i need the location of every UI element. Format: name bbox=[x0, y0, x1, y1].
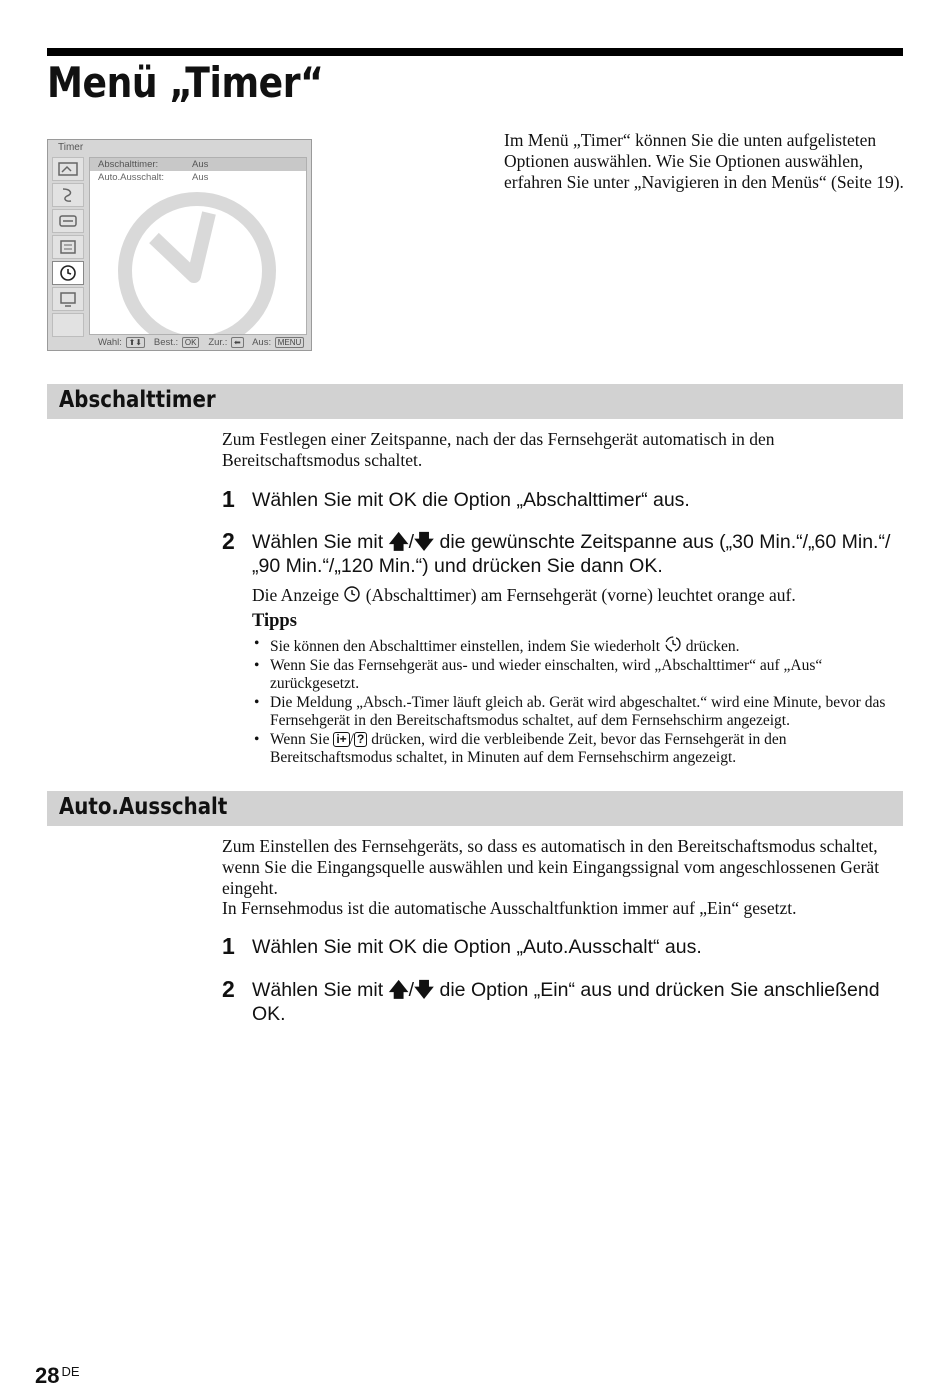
picture-icon bbox=[52, 157, 84, 181]
features-icon bbox=[52, 209, 84, 233]
help-key-icon: ? bbox=[354, 732, 367, 747]
timer-indicator-icon bbox=[343, 585, 361, 603]
step-number: 1 bbox=[222, 933, 235, 959]
down-arrow-icon: 🡇 bbox=[414, 979, 435, 1001]
menu-screenshot bbox=[47, 139, 312, 351]
menu-panel bbox=[89, 157, 307, 335]
auto-off-description: Zum Einstellen des Fernsehgeräts, so dass es automatisch in den Bereitschaftsmodus schaltet, wenn Sie die Eingangsquelle auswählen und kein Eingangssignal vom angeschlossenen Gerät eingeht. bbox=[222, 836, 880, 898]
top-rule bbox=[47, 48, 903, 56]
step-text: Wählen Sie mit 🡅/🡇 die gewünschte Zeitspanne aus („30 Min.“/„60 Min.“/„90 Min.“/„120 Min.“) und drücken Sie dann OK. bbox=[252, 531, 891, 577]
tips-list bbox=[252, 635, 904, 768]
sleep-timer-indicator-note: Die Anzeige (Abschalttimer) am Fernsehgerät (vorne) leuchtet orange auf. bbox=[252, 585, 796, 605]
step-text: Wählen Sie mit OK die Option „Auto.Ausschalt“ aus. bbox=[252, 936, 702, 958]
setup-icon bbox=[52, 235, 84, 259]
up-arrow-icon: 🡅 bbox=[388, 531, 409, 553]
info-key-icon: i+ bbox=[333, 732, 349, 747]
auto-off-description-2: In Fernsehmodus ist die automatische Ausschaltfunktion immer auf „Ein“ gesetzt. bbox=[222, 898, 797, 918]
tip-item: • Wenn Sie das Fernsehgerät aus- und wieder einschalten, wird „Abschalttimer“ auf „Aus“ zurückgesetzt. bbox=[254, 656, 823, 692]
clock-watermark-icon bbox=[114, 188, 280, 335]
tip-item: • Wenn Sie i+ / ? drücken, wird die verbleibende Zeit, bevor das Fernsehgerät in den Bereitschaftsmodus schaltet, in Minuten auf dem Fernsehschirm angezeigt. bbox=[254, 730, 787, 766]
step-text: Wählen Sie mit 🡅/🡇 die Option „Ein“ aus und drücken Sie anschließend OK. bbox=[252, 979, 880, 1025]
section-heading: Auto.Ausschalt bbox=[59, 794, 228, 820]
intro-text: Im Menü „Timer“ können Sie die unten aufgelisteten Optionen auswählen. Wie Sie Optionen auswählen, erfahren Sie unter „Navigieren in den Menüs“ (Seite 19). bbox=[504, 130, 904, 192]
step-number: 2 bbox=[222, 976, 235, 1002]
up-arrow-icon: 🡅 bbox=[388, 979, 409, 1001]
empty-slot bbox=[52, 313, 84, 337]
page-number: 28 $^{DE}$ bbox=[35, 1363, 80, 1388]
step-text: Wählen Sie mit OK die Option „Abschalttimer“ aus. bbox=[252, 489, 690, 511]
pc-settings-icon bbox=[52, 287, 84, 311]
sleep-button-icon bbox=[664, 635, 682, 653]
menu-title: Timer bbox=[58, 142, 84, 153]
menu-row-sleep-timer: Abschalttimer: Aus bbox=[90, 158, 306, 171]
down-arrow-icon: 🡇 bbox=[414, 531, 435, 553]
left-key-icon: ⬅ bbox=[231, 337, 244, 348]
step-number: 1 bbox=[222, 486, 235, 512]
menu-footer: Wahl: ⬆⬇ Best.: OK Zur.: ⬅ Aus: MENU bbox=[98, 337, 305, 348]
section-header-sleep-timer bbox=[47, 384, 903, 419]
step-number: 2 bbox=[222, 528, 235, 554]
tips-heading: Tipps bbox=[252, 611, 297, 631]
sound-icon bbox=[52, 183, 84, 207]
sleep-timer-description: Zum Festlegen einer Zeitspanne, nach der das Fernsehgerät automatisch in den Bereitschaftsmodus schaltet. bbox=[222, 429, 775, 470]
timer-icon bbox=[52, 261, 84, 285]
language-code: DE bbox=[61, 1364, 80, 1379]
section-header-auto-off bbox=[47, 791, 903, 826]
updown-key-icon: ⬆⬇ bbox=[126, 337, 145, 348]
menu-icon-column bbox=[52, 157, 86, 339]
tip-item: • Die Meldung „Absch.-Timer läuft gleich ab. Gerät wird abgeschaltet.“ wird eine Minute, bevor das Fernsehgerät in den Bereitschaftsmodus schaltet, auf dem Fernsehschirm angezeigt. bbox=[254, 693, 886, 729]
menu-row-auto-off: Auto.Ausschalt: Aus bbox=[98, 172, 209, 183]
tip-item: • Sie können den Abschalttimer einstellen, indem Sie wiederholt drücken. bbox=[254, 635, 740, 655]
menu-key: MENU bbox=[275, 337, 305, 348]
page-title: Menü „Timer“ bbox=[47, 58, 324, 107]
section-heading: Abschalttimer bbox=[59, 387, 216, 413]
ok-key: OK bbox=[182, 337, 200, 348]
